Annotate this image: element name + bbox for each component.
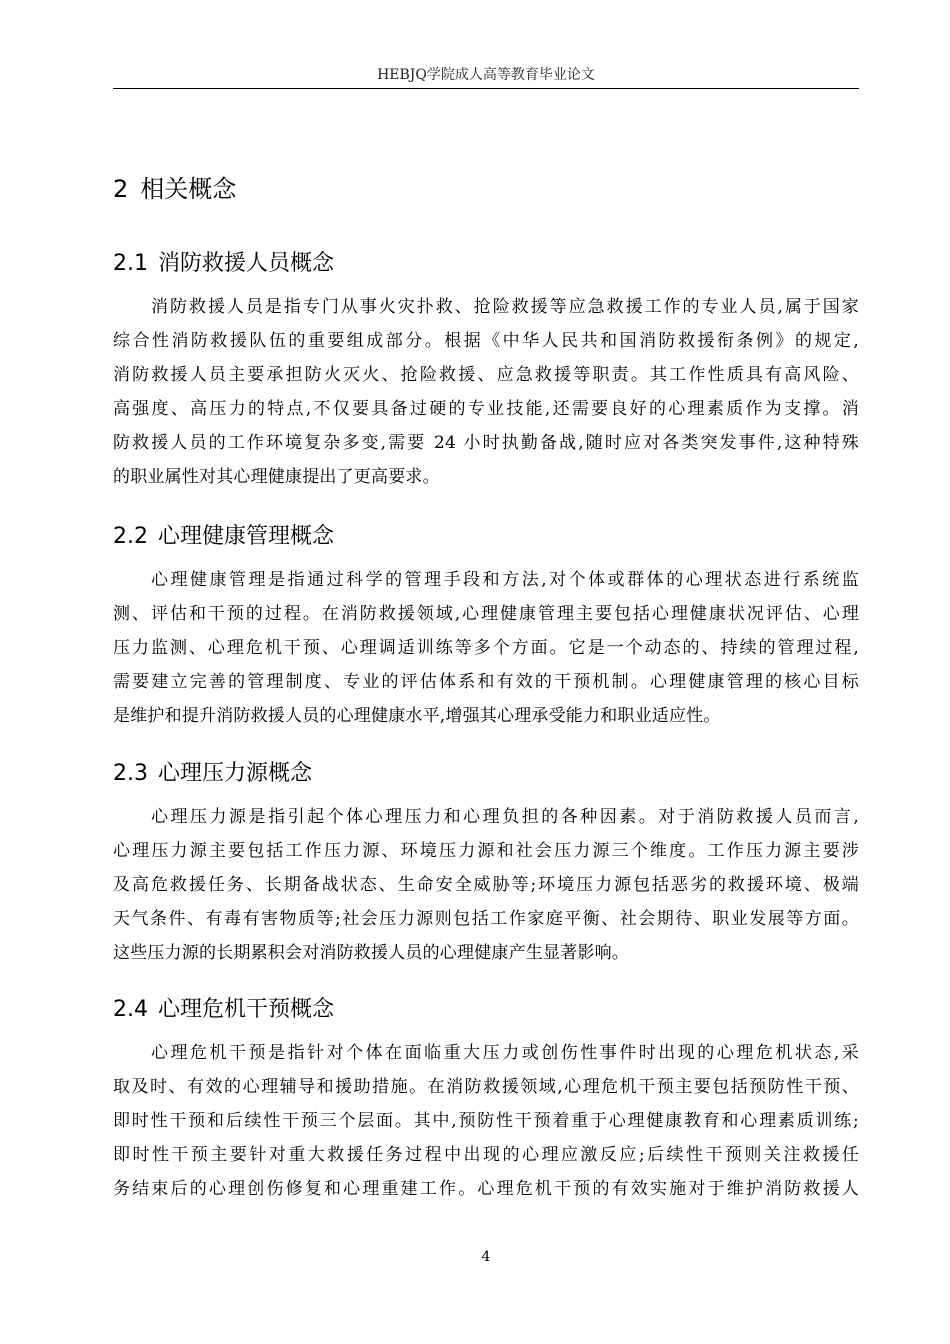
section-paragraph	[113, 1036, 859, 1206]
paragraph-line: 心理健康管理是指通过科学的管理手段和方法,对个体或群体的心理状态进行系统监	[151, 570, 859, 590]
paragraph-line: 这些压力源的长期累积会对消防救援人员的心理健康产生显著影响。	[113, 943, 629, 963]
paragraph-line: 消防救援人员是指专门从事火灾扑救、抢险救援等应急救援工作的专业人员,属于国家	[151, 297, 859, 317]
paragraph-line: 消防救援人员主要承担防火灭火、抢险救援、应急救援等职责。其工作性质具有高风险、	[113, 365, 859, 385]
section-heading	[113, 993, 859, 1027]
paragraph-line: 的职业属性对其心理健康提出了更高要求。	[113, 467, 440, 487]
page-header: HEBJQ学院成人高等教育毕业论文	[377, 67, 595, 83]
section-number: 2.1	[113, 251, 148, 276]
paragraph-line: 测、评估和干预的过程。在消防救援领域,心理健康管理主要包括心理健康状况评估、心理	[113, 604, 859, 624]
section-title: 消防救援人员概念	[158, 251, 335, 276]
chapter-title	[113, 172, 236, 206]
section-number: 2.3	[113, 761, 148, 786]
paragraph-line: 心理压力源是指引起个体心理压力和心理负担的各种因素。对于消防救援人员而言,	[151, 807, 859, 827]
paragraph-line: 即时性干预主要针对重大救援任务过程中出现的心理应激反应;后续性干预则关注救援任	[113, 1145, 859, 1165]
paragraph-line: 取及时、有效的心理辅导和援助措施。在消防救援领域,心理危机干预主要包括预防性干预、	[113, 1077, 859, 1097]
paragraph-line: 天气条件、有毒有害物质等;社会压力源则包括工作家庭平衡、社会期待、职业发展等方面。	[113, 909, 859, 929]
section-paragraph	[113, 290, 859, 494]
section-2-2	[113, 520, 859, 733]
paragraph-line: 即时性干预和后续性干预三个层面。其中,预防性干预着重于心理健康教育和心理素质训练;	[113, 1111, 859, 1131]
paragraph-line: 心理危机干预是指针对个体在面临重大压力或创伤性事件时出现的心理危机状态,采	[151, 1043, 859, 1063]
chapter-number: 2	[113, 175, 129, 203]
section-paragraph	[113, 800, 859, 970]
section-title: 心理危机干预概念	[158, 997, 335, 1022]
page-number: 4	[481, 1249, 491, 1265]
section-heading	[113, 247, 859, 281]
section-2-3	[113, 757, 859, 970]
section-title: 心理压力源概念	[158, 761, 313, 786]
section-paragraph	[113, 563, 859, 733]
paragraph-line: 是维护和提升消防救援人员的心理健康水平,增强其心理承受能力和职业适应性。	[113, 706, 721, 726]
section-number: 2.4	[113, 997, 148, 1022]
paragraph-line: 高强度、高压力的特点,不仅要具备过硬的专业技能,还需要良好的心理素质作为支撑。消	[113, 399, 859, 419]
section-heading	[113, 520, 859, 554]
section-2-1	[113, 247, 859, 494]
paragraph-line: 压力监测、心理危机干预、心理调适训练等多个方面。它是一个动态的、持续的管理过程,	[113, 638, 859, 658]
paragraph-line: 务结束后的心理创伤修复和心理重建工作。心理危机干预的有效实施对于维护消防救援人	[113, 1179, 859, 1199]
section-number: 2.2	[113, 524, 148, 549]
chapter-title-text: 相关概念	[140, 175, 237, 203]
paragraph-line: 综合性消防救援队伍的重要组成部分。根据《中华人民共和国消防救援衔条例》的规定,	[113, 331, 859, 351]
section-title: 心理健康管理概念	[158, 524, 335, 549]
paragraph-line: 及高危救援任务、长期备战状态、生命安全威胁等;环境压力源包括恶劣的救援环境、极端	[113, 875, 859, 895]
section-heading	[113, 757, 859, 791]
paragraph-line: 需要建立完善的管理制度、专业的评估体系和有效的干预机制。心理健康管理的核心目标	[113, 672, 859, 692]
section-2-4	[113, 993, 859, 1206]
paragraph-line: 防救援人员的工作环境复杂多变,需要 24 小时执勤备战,随时应对各类突发事件,这种特殊	[113, 433, 859, 453]
paragraph-line: 心理压力源主要包括工作压力源、环境压力源和社会压力源三个维度。工作压力源主要涉	[113, 841, 859, 861]
header-divider	[113, 88, 859, 89]
